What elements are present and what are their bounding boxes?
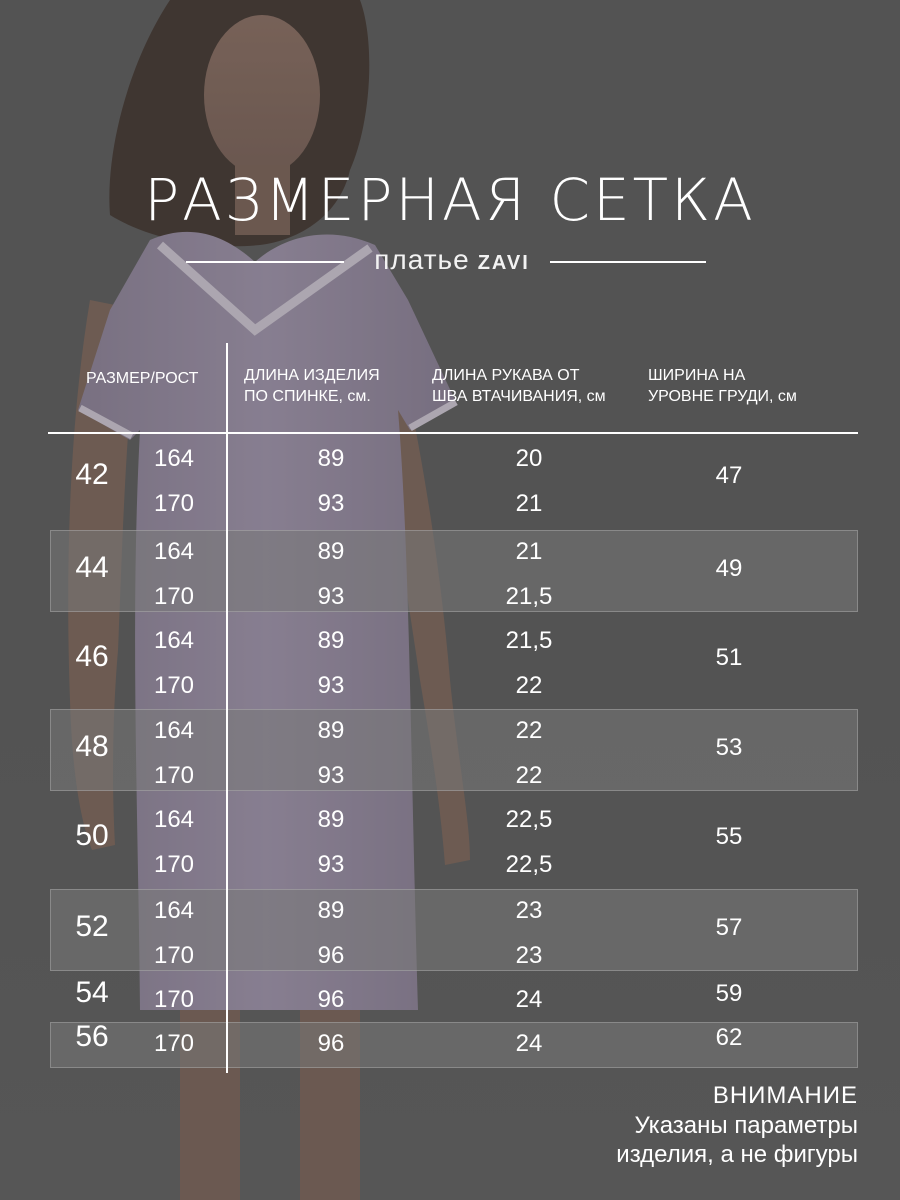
height-value: 170 xyxy=(153,942,195,969)
subtitle-row xyxy=(186,244,706,280)
sleeve-value: 21,5 xyxy=(505,627,553,654)
sleeve-value: 22,5 xyxy=(505,806,553,833)
length-value: 93 xyxy=(317,583,345,610)
sleeve-value: 22,5 xyxy=(505,851,553,878)
length-value: 96 xyxy=(317,986,345,1013)
length-value: 96 xyxy=(317,1030,345,1057)
length-value: 93 xyxy=(317,672,345,699)
header-length-line1: ДЛИНА ИЗДЕЛИЯ xyxy=(244,367,380,384)
chest-value: 51 xyxy=(715,643,743,671)
length-value: 89 xyxy=(317,627,345,654)
length-value: 89 xyxy=(317,717,345,744)
header-length xyxy=(244,365,380,407)
chest-value: 55 xyxy=(715,822,743,850)
header-chest-line1: ШИРИНА НА xyxy=(648,367,746,384)
notice-line-1: Указаны параметры xyxy=(634,1112,858,1139)
length-value: 93 xyxy=(317,851,345,878)
chest-value: 53 xyxy=(715,733,743,761)
header-sleeve-line2: ШВА ВТАЧИВАНИЯ, см xyxy=(432,388,606,405)
height-value: 170 xyxy=(153,1030,195,1057)
height-value: 164 xyxy=(153,445,195,472)
size-label: 42 xyxy=(75,457,109,491)
header-length-line2: ПО СПИНКЕ, см. xyxy=(244,388,371,405)
height-value: 170 xyxy=(153,986,195,1013)
height-value: 164 xyxy=(153,538,195,565)
sleeve-value: 22 xyxy=(515,672,543,699)
subtitle xyxy=(362,244,542,276)
height-value: 164 xyxy=(153,806,195,833)
subtitle-text: платье xyxy=(374,244,470,275)
size-label: 52 xyxy=(75,909,109,943)
height-value: 164 xyxy=(153,717,195,744)
chest-value: 49 xyxy=(715,554,743,582)
height-value: 170 xyxy=(153,583,195,610)
column-divider xyxy=(226,343,228,1073)
sleeve-value: 21 xyxy=(515,490,543,517)
chest-value: 57 xyxy=(715,913,743,941)
sleeve-value: 21,5 xyxy=(505,583,553,610)
height-value: 164 xyxy=(153,897,195,924)
size-label: 50 xyxy=(75,818,109,852)
size-label: 48 xyxy=(75,729,109,763)
size-label: 54 xyxy=(75,976,109,1009)
notice-title: ВНИМАНИЕ xyxy=(712,1082,858,1109)
length-value: 93 xyxy=(317,762,345,789)
sleeve-value: 20 xyxy=(515,445,543,472)
chest-value: 62 xyxy=(715,1024,743,1051)
sleeve-value: 22 xyxy=(515,717,543,744)
subtitle-divider-right xyxy=(550,261,706,263)
subtitle-divider-left xyxy=(186,261,344,263)
length-value: 96 xyxy=(317,942,345,969)
length-value: 89 xyxy=(317,445,345,472)
page-title: РАЗМЕРНАЯ СЕТКА xyxy=(144,166,756,234)
sleeve-value: 22 xyxy=(515,762,543,789)
brand-logo: ZAVI xyxy=(477,252,530,274)
notice-line-2: изделия, а не фигуры xyxy=(616,1141,858,1168)
sleeve-value: 21 xyxy=(515,538,543,565)
header-size-height: РАЗМЕР/РОСТ xyxy=(86,370,199,387)
size-label: 56 xyxy=(75,1020,109,1053)
chest-value: 59 xyxy=(715,980,743,1007)
sleeve-value: 24 xyxy=(515,986,543,1013)
length-value: 89 xyxy=(317,897,345,924)
header-divider xyxy=(48,432,858,434)
height-value: 170 xyxy=(153,672,195,699)
length-value: 93 xyxy=(317,490,345,517)
chest-value: 47 xyxy=(715,461,743,489)
height-value: 170 xyxy=(153,490,195,517)
height-value: 170 xyxy=(153,762,195,789)
sleeve-value: 23 xyxy=(515,897,543,924)
length-value: 89 xyxy=(317,806,345,833)
length-value: 89 xyxy=(317,538,345,565)
height-value: 170 xyxy=(153,851,195,878)
size-label: 46 xyxy=(75,639,109,673)
sleeve-value: 23 xyxy=(515,942,543,969)
header-sleeve xyxy=(432,365,606,407)
height-value: 164 xyxy=(153,627,195,654)
header-sleeve-line1: ДЛИНА РУКАВА ОТ xyxy=(432,367,580,384)
sleeve-value: 24 xyxy=(515,1030,543,1057)
header-chest xyxy=(648,365,797,407)
header-chest-line2: УРОВНЕ ГРУДИ, см xyxy=(648,388,797,405)
size-label: 44 xyxy=(75,550,109,584)
